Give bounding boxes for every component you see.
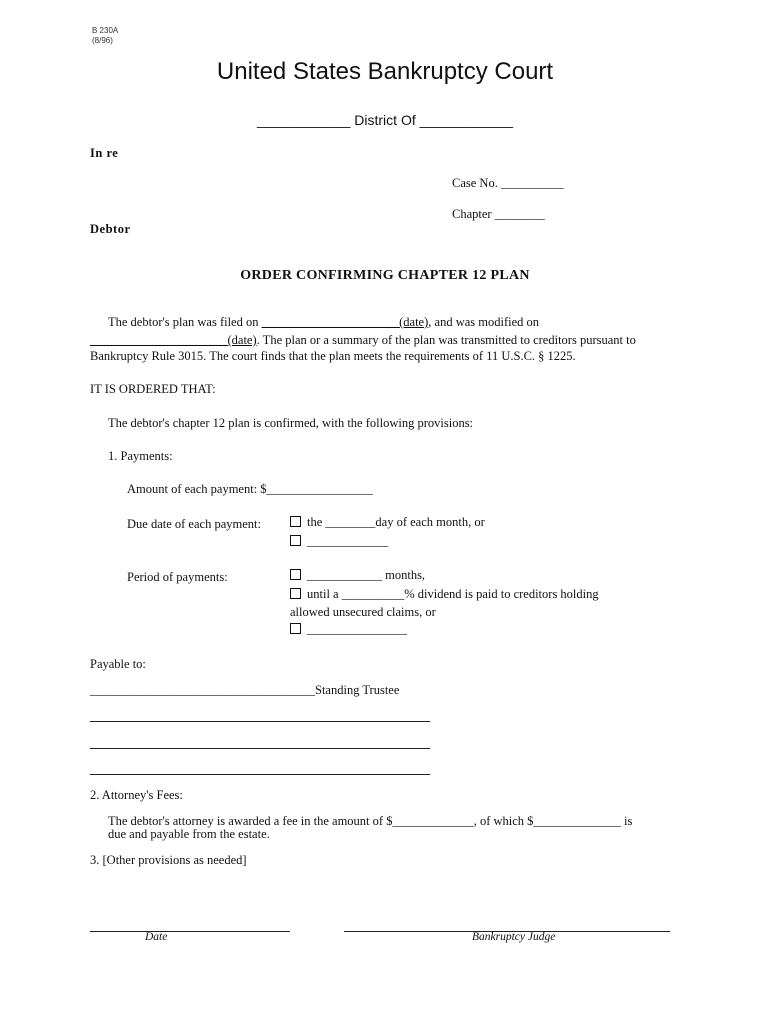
due-option-monthly: [290, 515, 485, 530]
plan-filed-text: The debtor's plan was filed on: [108, 315, 262, 329]
period-option-dividend-text: until a __________% dividend is paid to creditors holding: [307, 587, 599, 601]
plan-modified-line: [90, 333, 636, 348]
date-caption: Date: [145, 931, 168, 943]
monthly-checkbox[interactable]: [290, 516, 301, 527]
trustee-line: ____________________________________Standing Trustee: [90, 683, 400, 697]
debtor-label: Debtor: [90, 222, 131, 236]
fees-text-1: The debtor's attorney is awarded a fee in the amount of $_____________, of which $______________ is: [108, 814, 633, 828]
period-option-months-text: ____________ months,: [307, 568, 426, 582]
due-other-checkbox[interactable]: [290, 535, 301, 546]
modified-date-blank: ______________________(date): [90, 333, 257, 347]
payments-heading: 1. Payments:: [108, 449, 173, 463]
period-label: Period of payments:: [127, 570, 228, 584]
other-provisions: 3. [Other provisions as needed]: [90, 853, 247, 867]
payee-address-line-1: [90, 721, 430, 722]
ordered-heading: IT IS ORDERED THAT:: [90, 382, 216, 396]
date-signature-line: [90, 931, 290, 932]
fees-heading: 2. Attorney's Fees:: [90, 788, 183, 802]
period-other-checkbox[interactable]: [290, 623, 301, 634]
chapter-field: Chapter ________: [452, 207, 545, 221]
form-revision: (8/96): [92, 36, 113, 45]
order-title: ORDER CONFIRMING CHAPTER 12 PLAN: [240, 268, 530, 283]
filed-date-blank: ______________________(date): [261, 315, 429, 329]
court-title: United States Bankruptcy Court: [216, 58, 554, 85]
modified-text: , and was modified on: [428, 315, 540, 329]
due-option-other: [290, 534, 388, 549]
due-date-label: Due date of each payment:: [127, 517, 261, 531]
payee-address-line-3: [90, 774, 430, 775]
period-option-other-text: ________________: [307, 622, 407, 636]
transmitted-text: . The plan or a summary of the plan was transmitted to creditors pursuant to: [256, 333, 636, 347]
period-option-dividend: [290, 587, 599, 602]
due-option-other-text: _____________: [307, 534, 389, 548]
fees-text-2: due and payable from the estate.: [108, 827, 270, 841]
due-option-monthly-text: the ________day of each month, or: [307, 515, 485, 529]
dividend-checkbox[interactable]: [290, 588, 301, 599]
period-option-other: [290, 622, 407, 637]
period-option-dividend-cont: allowed unsecured claims, or: [290, 605, 436, 619]
plan-filed-line: [108, 315, 539, 330]
in-re-label: In re: [90, 146, 119, 160]
months-checkbox[interactable]: [290, 569, 301, 580]
rule-text: Bankruptcy Rule 3015. The court finds that the plan meets the requirements of 11 U.S.C. § 1225.: [90, 349, 576, 363]
payee-address-line-2: [90, 748, 430, 749]
district-line: ____________ District Of ____________: [256, 112, 514, 128]
judge-caption: Bankruptcy Judge: [472, 931, 556, 943]
confirmed-text: The debtor's chapter 12 plan is confirmed, with the following provisions:: [108, 416, 474, 430]
form-number: B 230A: [92, 26, 119, 35]
period-option-months: [290, 568, 425, 583]
amount-line: Amount of each payment: $_________________: [127, 482, 373, 496]
case-number: Case No. __________: [452, 176, 564, 190]
payable-to-label: Payable to:: [90, 657, 146, 671]
